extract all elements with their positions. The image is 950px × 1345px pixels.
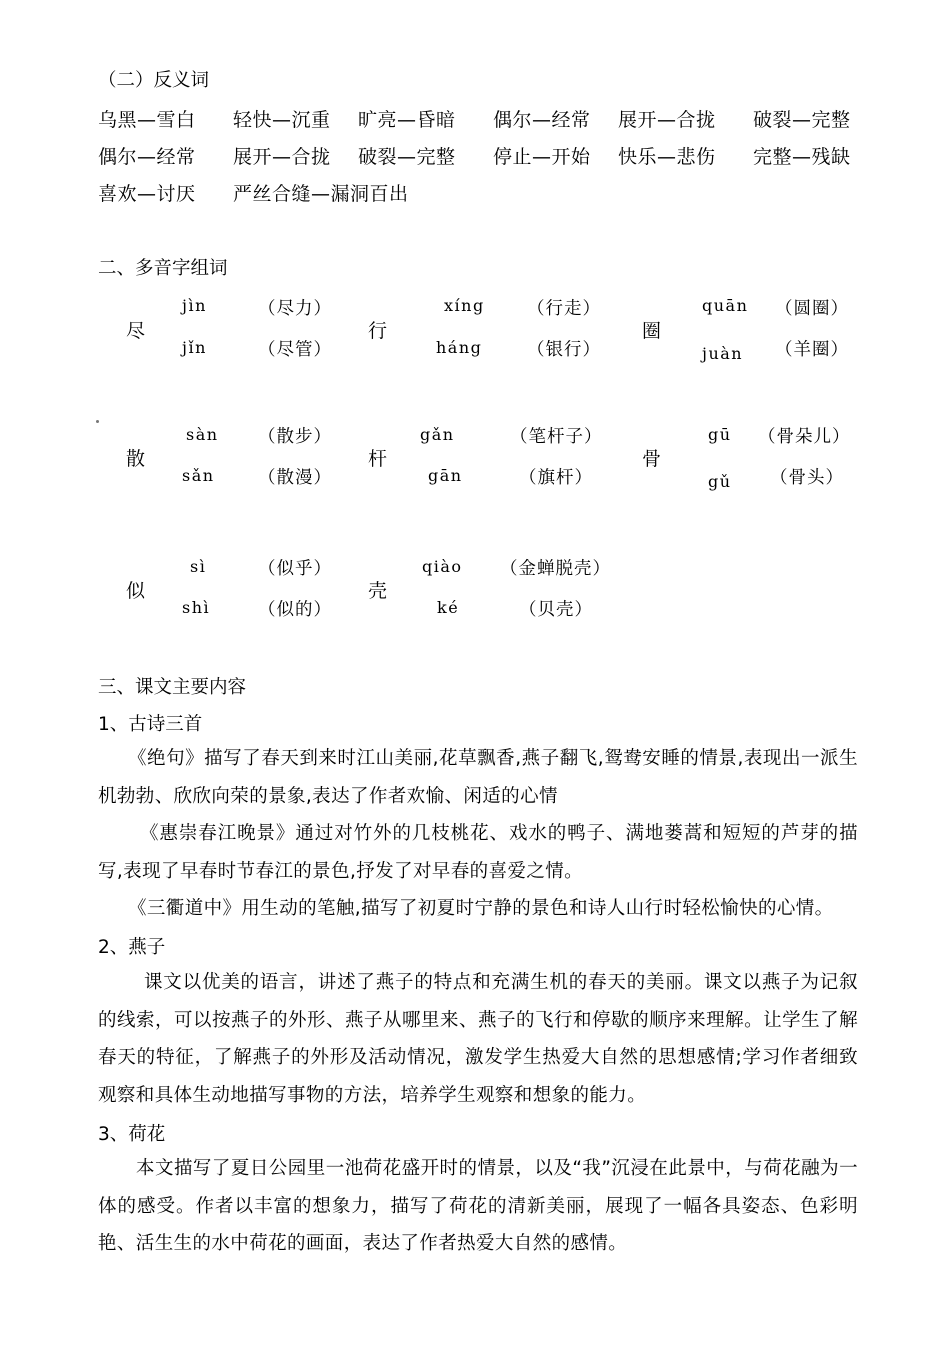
section-title-ancient-poems: 1、古诗三首 (98, 714, 203, 735)
pinyin: gān (428, 466, 463, 485)
example-word: （散漫） (258, 468, 332, 488)
antonym-pair: 偶尔—经常 (493, 109, 591, 131)
example-word: （尽力） (258, 299, 332, 319)
antonym-pair: 严丝合缝—漏洞百出 (233, 183, 409, 205)
example-word: （笔杆子） (510, 427, 603, 447)
example-word: （贝壳） (519, 600, 593, 620)
section-title-lotus: 3、荷花 (98, 1124, 166, 1145)
stray-dot (96, 420, 99, 423)
pinyin: ké (437, 598, 460, 617)
pinyin: quān (702, 296, 749, 315)
paragraph-lotus: 本文描写了夏日公园里一池荷花盛开时的情景，以及“我”沉浸在此景中，与荷花融为一体的感受。作者以丰富的想象力，描写了荷花的清新美丽，展现了一幅各具姿态、色彩明艳、活生生的水中荷花的画面，表达了作者热爱大自然的感情。 (98, 1158, 858, 1254)
pinyin: jǐn (182, 338, 207, 357)
example-word: （行走） (527, 299, 601, 319)
polyphone-char: 散 (126, 448, 146, 470)
antonym-pair: 乌黑—雪白 (98, 109, 196, 131)
example-word: （骨头） (770, 468, 844, 488)
paragraph-jueju: 《绝句》描写了春天到来时江山美丽,花草飘香,燕子翻飞,鸳鸯安睡的情景,表现出一派生机勃勃、欣欣向荣的景象,表达了作者欢愉、闲适的心情 (98, 748, 858, 807)
example-word: （似的） (258, 600, 332, 620)
antonym-pair: 展开—合拢 (233, 146, 331, 168)
pinyin: sǎn (182, 466, 215, 485)
antonym-pair: 轻快—沉重 (233, 109, 331, 131)
polyphone-char: 壳 (368, 580, 388, 602)
antonym-pair: 快乐—悲伤 (618, 146, 716, 168)
antonym-pair: 喜欢—讨厌 (98, 183, 196, 205)
polyphone-char: 似 (126, 580, 146, 602)
paragraph-sanqu: 《三衢道中》用生动的笔触,描写了初夏时宁静的景色和诗人山行时轻松愉快的心情。 (128, 898, 834, 919)
antonym-heading: （二）反义词 (98, 70, 210, 91)
pinyin: gǔ (708, 472, 732, 491)
antonym-pair: 停止—开始 (493, 146, 591, 168)
example-word: （圆圈） (775, 299, 849, 319)
example-word: （旗杆） (519, 468, 593, 488)
content-heading: 三、课文主要内容 (98, 677, 247, 698)
antonym-pair: 偶尔—经常 (98, 146, 196, 168)
antonym-pair: 完整—残缺 (753, 146, 851, 168)
pinyin: gǎn (420, 425, 455, 444)
polyphone-char: 杆 (368, 448, 388, 470)
pinyin: háng (436, 338, 483, 357)
antonym-pair: 旷亮—昏暗 (358, 109, 456, 131)
polyphone-heading: 二、多音字组词 (98, 258, 228, 279)
example-word: （似乎） (258, 559, 332, 579)
example-word: （羊圈） (775, 340, 849, 360)
antonym-pair: 展开—合拢 (618, 109, 716, 131)
pinyin: gū (708, 425, 732, 444)
polyphone-char: 圈 (642, 320, 662, 342)
example-word: （尽管） (258, 340, 332, 360)
antonym-pair: 破裂—完整 (358, 146, 456, 168)
section-title-swallow: 2、燕子 (98, 937, 166, 958)
pinyin: shì (182, 598, 211, 617)
pinyin: jìn (182, 296, 207, 315)
paragraph-huichong: 《惠崇春江晚景》通过对竹外的几枝桃花、戏水的鸭子、满地蒌蒿和短短的芦芽的描写,表现了早春时节春江的景色,抒发了对早春的喜爱之情。 (98, 823, 858, 882)
pinyin: xíng (444, 296, 485, 315)
polyphone-char: 行 (368, 320, 388, 342)
example-word: （散步） (258, 427, 332, 447)
pinyin: sì (190, 557, 207, 576)
antonym-pair: 破裂—完整 (753, 109, 851, 131)
example-word: （金蝉脱壳） (500, 559, 611, 579)
example-word: （骨朵儿） (758, 427, 851, 447)
pinyin: sàn (186, 425, 219, 444)
paragraph-swallow: 课文以优美的语言，讲述了燕子的特点和充满生机的春天的美丽。课文以燕子为记叙的线索，可以按燕子的外形、燕子从哪里来、燕子的飞行和停歇的顺序来理解。让学生了解春天的特征，了解燕子的外形及活动情况，激发学生热爱大自然的思想感情;学习作者细致观察和具体生动地描写事物的方法，培养学生观察和想象的能力。 (98, 972, 858, 1106)
polyphone-char: 尽 (126, 320, 146, 342)
pinyin: juàn (702, 344, 744, 363)
example-word: （银行） (527, 340, 601, 360)
polyphone-char: 骨 (642, 448, 662, 470)
pinyin: qiào (422, 557, 463, 576)
